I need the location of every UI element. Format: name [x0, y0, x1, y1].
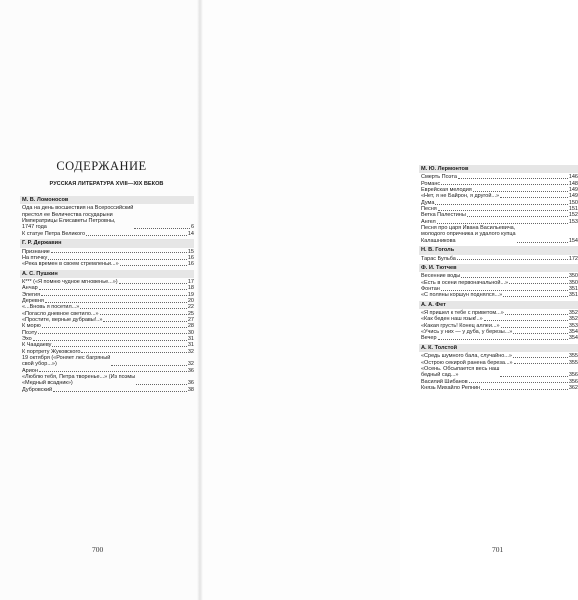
entry-title: Деревня: [22, 297, 44, 304]
toc-entry: [20, 387, 194, 393]
entry-title: Дубровский: [22, 386, 53, 393]
author-block: [419, 165, 578, 244]
dot-leader: [500, 197, 568, 198]
entry-title: «Нет, я не Байрон, я другой...»: [421, 193, 500, 200]
entry-title: Тарас Бульба: [421, 255, 456, 262]
author-heading: М. В. Ломоносов: [20, 196, 194, 204]
dot-leader: [517, 242, 568, 243]
dot-leader: [41, 295, 187, 296]
author-block: [20, 270, 194, 394]
entry-title: «Как беден наш язык!..»: [421, 316, 483, 323]
entry-title: Эхо: [22, 336, 32, 343]
entry-page: 16: [187, 254, 194, 261]
entry-page: 149: [568, 193, 578, 200]
entry-title: «Есть в осени первоначальной...»: [421, 279, 509, 286]
entry-page: 15: [187, 248, 194, 255]
dot-leader: [45, 302, 187, 303]
dot-leader: [461, 277, 568, 278]
toc-entry: [419, 256, 578, 262]
page-number-right: 701: [492, 545, 504, 554]
dot-leader: [33, 340, 187, 341]
entry-page: 362: [568, 384, 578, 391]
entry-page: 350: [568, 279, 578, 286]
dot-leader: [42, 327, 187, 328]
dot-leader: [438, 210, 568, 211]
entry-title: Ветка Палестины: [421, 212, 466, 219]
dot-leader: [100, 314, 187, 315]
entry-page: 16: [187, 261, 194, 268]
entry-page: 151: [568, 206, 578, 213]
entry-page: 152: [568, 212, 578, 219]
entry-page: 350: [568, 273, 578, 280]
dot-leader: [467, 216, 568, 217]
entry-page: 351: [568, 292, 578, 299]
dot-leader: [481, 389, 568, 390]
entry-page: 172: [568, 255, 578, 262]
entry-title: «Простите, верные дубравы!..»: [22, 316, 103, 323]
entry-title: «Осень. Обсыпается весь наш бедный сад...»: [421, 365, 500, 379]
entry-page: 32: [187, 348, 194, 355]
entry-page: 352: [568, 316, 578, 323]
entry-title: Арион: [22, 367, 38, 374]
entry-page: 356: [568, 372, 578, 379]
dot-leader: [513, 357, 568, 358]
dot-leader: [38, 333, 187, 334]
dot-leader: [119, 283, 187, 284]
author-block: [419, 301, 578, 342]
dot-leader: [441, 184, 568, 185]
entry-title: Василий Шибанов: [421, 378, 468, 385]
entry-page: 352: [568, 310, 578, 317]
entry-title: На птичку: [22, 254, 48, 261]
entry-page: 355: [568, 359, 578, 366]
entry-page: 146: [568, 174, 578, 181]
entry-page: 355: [568, 353, 578, 360]
dot-leader: [457, 259, 568, 260]
entry-page: 20: [187, 297, 194, 304]
dot-leader: [435, 204, 567, 205]
dot-leader: [503, 296, 568, 297]
entry-page: 354: [568, 335, 578, 342]
dot-leader: [438, 339, 568, 340]
entry-title: Еврейская мелодия: [421, 187, 472, 194]
entry-title: Элегия: [22, 291, 41, 298]
dot-leader: [500, 376, 567, 377]
author-block: [419, 264, 578, 299]
entry-page: 19: [187, 291, 194, 298]
entry-page: 14: [187, 230, 194, 237]
entry-title: Весенние воды: [421, 273, 461, 280]
entry-page: 36: [187, 380, 194, 387]
entry-title: К морю: [22, 323, 41, 330]
dot-leader: [437, 223, 568, 224]
entry-page: 30: [187, 329, 194, 336]
author-block: [20, 239, 194, 267]
entry-page: 353: [568, 322, 578, 329]
entry-title: Романс: [421, 180, 441, 187]
entry-page: 148: [568, 180, 578, 187]
entry-page: 150: [568, 199, 578, 206]
dot-leader: [39, 289, 187, 290]
entry-page: 354: [568, 329, 578, 336]
author-heading: М. Ю. Лермонтов: [419, 165, 578, 173]
entry-title: К Чаадаеву: [22, 342, 52, 349]
entry-page: 154: [568, 237, 578, 244]
author-heading: Г. Р. Державин: [20, 239, 194, 247]
entry-page: 18: [187, 285, 194, 292]
entry-title: К портрету Жуковского: [22, 348, 81, 355]
entry-title: «...Вновь я посетил...»: [22, 304, 80, 311]
toc-entry: [20, 374, 194, 387]
toc-entry: [20, 231, 194, 237]
entry-page: 31: [187, 342, 194, 349]
toc-left-column: [20, 196, 194, 395]
entry-page: 17: [187, 278, 194, 285]
dot-leader: [39, 371, 187, 372]
toc-entry: [419, 292, 578, 298]
entry-title: Поэту: [22, 329, 38, 336]
dot-leader: [505, 314, 568, 315]
book-gutter: [197, 0, 203, 600]
entry-page: 32: [187, 361, 194, 368]
toc-title: СОДЕРЖАНИЕ: [56, 159, 147, 173]
left-page: [0, 0, 200, 600]
entry-title: Признание: [22, 248, 50, 255]
entry-title: «Какая грусть! Конец аллеи...»: [421, 322, 500, 329]
entry-page: 28: [187, 323, 194, 330]
toc-entry: [20, 261, 194, 267]
dot-leader: [81, 352, 186, 353]
author-heading: Ф. И. Тютчев: [419, 264, 578, 272]
toc-entry: [20, 205, 194, 230]
dot-leader: [136, 384, 187, 385]
dot-leader: [52, 346, 186, 347]
author-heading: А. А. Фет: [419, 301, 578, 309]
dot-leader: [86, 235, 187, 236]
author-block: [20, 196, 194, 237]
author-heading: А. С. Пушкин: [20, 270, 194, 278]
author-heading: А. К. Толстой: [419, 344, 578, 352]
dot-leader: [80, 308, 187, 309]
entry-title: «Я пришел к тебе с приветом...»: [421, 310, 504, 317]
entry-title: Ода на день восшествия на Всероссийский престол ее Величества государыни Императрицы Елисаветы Петровны, 1747 года: [22, 205, 134, 231]
dot-leader: [513, 333, 568, 334]
entry-page: 22: [187, 304, 194, 311]
dot-leader: [111, 365, 187, 366]
dot-leader: [103, 321, 186, 322]
dot-leader: [134, 228, 190, 229]
page-number-left: 700: [92, 545, 104, 554]
entry-title: Вечер: [421, 335, 437, 342]
entry-page: 27: [187, 316, 194, 323]
entry-page: 351: [568, 285, 578, 292]
toc-entry: [20, 355, 194, 368]
dot-leader: [484, 320, 568, 321]
entry-title: Песня про царя Ивана Васильевича, молодого опричника и удалого купца Калашникова: [421, 225, 516, 244]
dot-leader: [53, 391, 187, 392]
entry-page: 31: [187, 336, 194, 343]
toc-entry: [419, 366, 578, 379]
entry-title: «С поляны коршун поднялся...»: [421, 292, 503, 299]
right-page: [200, 0, 578, 600]
entry-title: Смерть Поэта: [421, 174, 457, 181]
toc-right-column: [419, 165, 578, 393]
entry-title: Анчар: [22, 285, 38, 292]
entry-page: 38: [187, 386, 194, 393]
dot-leader: [514, 363, 568, 364]
entry-title: Фонтан: [421, 285, 440, 292]
dot-leader: [48, 259, 187, 260]
dot-leader: [473, 191, 568, 192]
entry-title: «Люблю тебя, Петра творенье...» (Из поэмы «Медный всадник»): [22, 374, 136, 387]
entry-title: «Средь шумного бала, случайно...»: [421, 353, 512, 360]
entry-title: «Река времен в своем стремленьи...»: [22, 261, 119, 268]
entry-title: «Учись у них — у дуба, у березы...»: [421, 329, 513, 336]
dot-leader: [469, 382, 568, 383]
toc-entry: [419, 385, 578, 391]
entry-page: 149: [568, 187, 578, 194]
entry-page: 25: [187, 310, 194, 317]
entry-title: К*** («Я помню чудное мгновенье...»): [22, 278, 118, 285]
entry-page: 36: [187, 367, 194, 374]
toc-entry: [419, 335, 578, 341]
section-heading: РУССКАЯ ЛИТЕРАТУРА XVIII—XIX ВЕКОВ: [49, 181, 164, 187]
dot-leader: [441, 290, 568, 291]
dot-leader: [509, 283, 568, 284]
entry-title: Песня: [421, 206, 437, 213]
entry-title: Дума: [421, 199, 435, 206]
dot-leader: [120, 265, 187, 266]
dot-leader: [51, 252, 187, 253]
entry-title: Князь Михайло Репнин: [421, 384, 481, 391]
author-heading: Н. В. Гоголь: [419, 246, 578, 254]
dot-leader: [501, 327, 568, 328]
entry-title: «Погасло дневное светило...»: [22, 310, 99, 317]
entry-title: 19 октября («Роняет лес багряный свой убор...»): [22, 355, 111, 368]
entry-page: 6: [190, 224, 194, 231]
entry-page: 356: [568, 378, 578, 385]
dot-leader: [458, 178, 568, 179]
entry-title: Ангел: [421, 218, 436, 225]
entry-title: «Острою секирой ранена береза...»: [421, 359, 513, 366]
author-block: [419, 246, 578, 262]
entry-title: К статуе Петра Великого: [22, 230, 86, 237]
entry-page: 153: [568, 218, 578, 225]
toc-entry: [419, 225, 578, 244]
author-block: [419, 344, 578, 391]
